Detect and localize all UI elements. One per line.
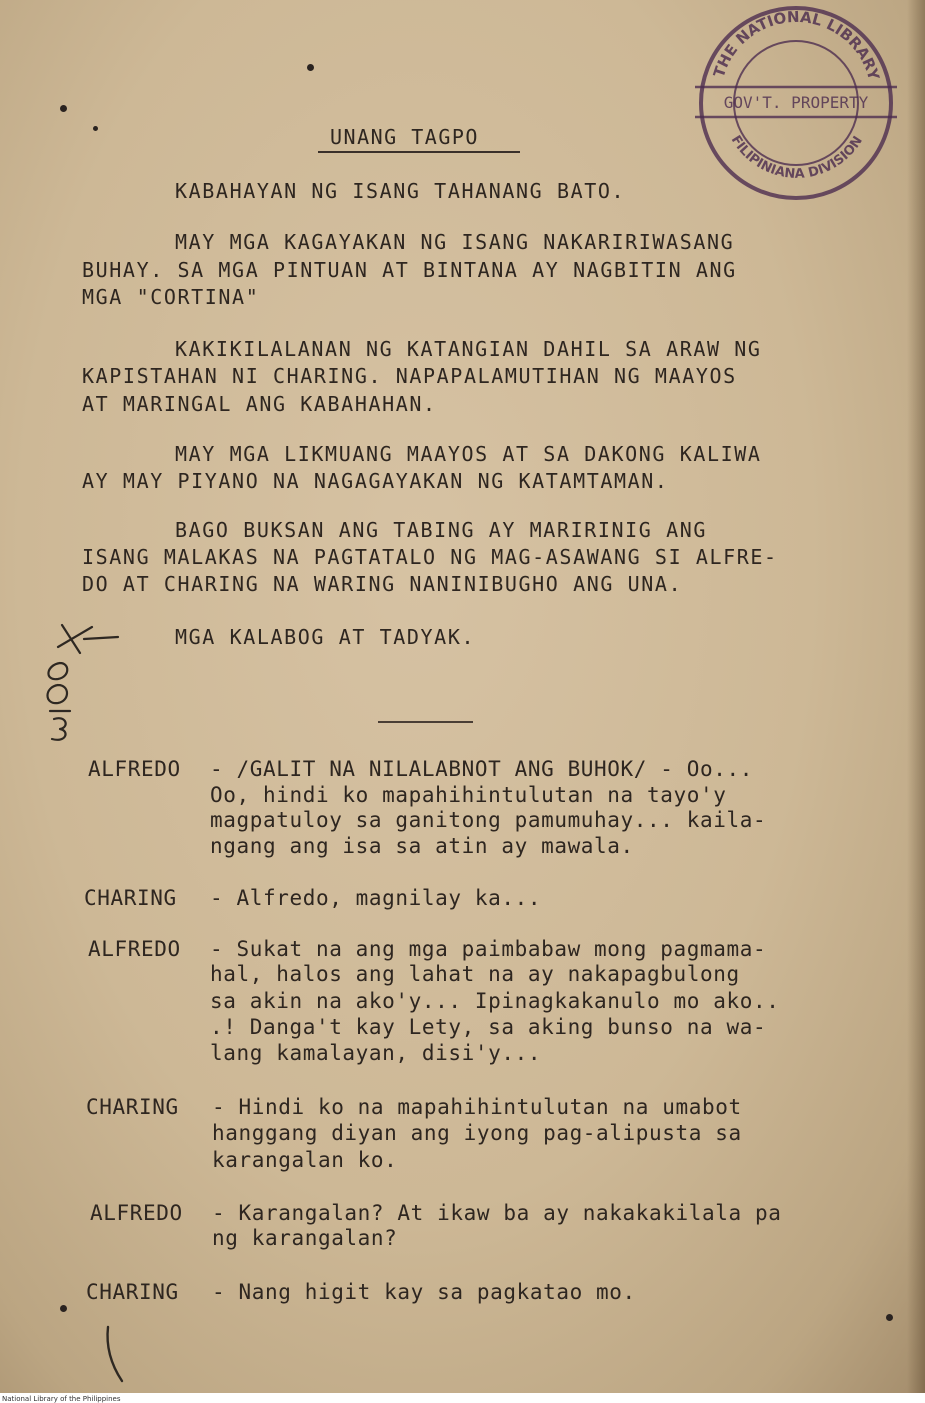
ink-dot: [886, 1314, 893, 1321]
dialogue-line: hanggang diyan ang iyong pag-alipusta sa: [212, 1121, 742, 1145]
dialogue-line: lang kamalayan, disi'y...: [210, 1041, 542, 1065]
pencil-mark: [100, 1325, 130, 1385]
stage-direction-line: BAGO BUKSAN ANG TABING AY MARIRINIG ANG: [175, 518, 707, 542]
speaker-name: CHARING: [86, 1095, 179, 1119]
dialogue-line: - Nang higit kay sa pagkatao mo.: [212, 1280, 636, 1304]
stage-direction-line: MGA KALABOG AT TADYAK.: [175, 625, 476, 649]
stage-direction-line: MAY MGA KAGAYAKAN NG ISANG NAKARIRIWASANG: [175, 230, 735, 254]
section-separator: [378, 721, 473, 723]
handwritten-accession-number: [40, 615, 125, 745]
stage-direction-line: BUHAY. SA MGA PINTUAN AT BINTANA AY NAGBITIN ANG: [82, 258, 737, 282]
dialogue-line: ng karangalan?: [212, 1226, 398, 1250]
speaker-name: CHARING: [84, 886, 177, 910]
dialogue-line: - Sukat na ang mga paimbabaw mong pagmama-: [210, 937, 767, 961]
stage-direction-line: AY MAY PIYANO NA NAGAGAYAKAN NG KATAMTAMAN.: [82, 469, 669, 493]
stage-direction-line: KABAHAYAN NG ISANG TAHANANG BATO.: [175, 179, 626, 203]
dialogue-line: karangalan ko.: [212, 1148, 398, 1172]
dialogue-line: .! Danga't kay Lety, sa aking bunso na wa-: [210, 1015, 767, 1039]
ink-dot: [93, 126, 98, 131]
stage-direction-line: MGA "CORTINA": [82, 285, 260, 309]
ink-dot: [307, 64, 314, 71]
svg-text:THE NATIONAL LIBRARY: THE NATIONAL LIBRARY: [709, 7, 883, 83]
dialogue-line: - Hindi ko na mapahihintulutan na umabot: [212, 1095, 742, 1119]
dialogue-line: Oo, hindi ko mapahihintulutan na tayo'y: [210, 783, 727, 807]
stage-direction-line: DO AT CHARING NA WARING NANINIBUGHO ANG UNA.: [82, 572, 683, 596]
svg-text:FILIPINIANA DIVISION: FILIPINIANA DIVISION: [727, 133, 866, 182]
title-underline: [318, 151, 520, 153]
stage-direction-line: AT MARINGAL ANG KABAHAHAN.: [82, 392, 437, 416]
dialogue-line: - /GALIT NA NILALABNOT ANG BUHOK/ - Oo...: [210, 757, 753, 781]
stage-direction-line: ISANG MALAKAS NA PAGTATALO NG MAG-ASAWANG SI ALFRE-: [82, 545, 778, 569]
stage-direction-line: KAKIKILALANAN NG KATANGIAN DAHIL SA ARAW NG: [175, 337, 762, 361]
svg-text:GOV'T. PROPERTY: GOV'T. PROPERTY: [723, 93, 869, 112]
speaker-name: ALFREDO: [88, 757, 181, 781]
stage-direction-line: KAPISTAHAN NI CHARING. NAPAPALAMUTIHAN NG MAAYOS: [82, 364, 737, 388]
dialogue-line: - Alfredo, magnilay ka...: [210, 886, 542, 910]
stage-direction-line: MAY MGA LIKMUANG MAAYOS AT SA DAKONG KALIWA: [175, 442, 762, 466]
dialogue-line: - Karangalan? At ikaw ba ay nakakakilala pa: [212, 1201, 782, 1225]
speaker-name: ALFREDO: [88, 937, 181, 961]
speaker-name: ALFREDO: [90, 1201, 183, 1225]
dialogue-line: hal, halos ang lahat na ay nakapagbulong: [210, 962, 740, 986]
dialogue-line: magpatuloy sa ganitong pamumuhay... kaila-: [210, 808, 767, 832]
footer-credit: National Library of the Philippines: [2, 1395, 121, 1403]
dialogue-line: sa akin na ako'y... Ipinagkakanulo mo ako..: [210, 989, 780, 1013]
scene-title: UNANG TAGPO: [330, 125, 479, 149]
ink-dot: [60, 105, 67, 112]
ink-dot: [60, 1305, 67, 1312]
library-stamp: [693, 5, 898, 200]
speaker-name: CHARING: [86, 1280, 179, 1304]
dialogue-line: ngang ang isa sa atin ay mawala.: [210, 834, 634, 858]
